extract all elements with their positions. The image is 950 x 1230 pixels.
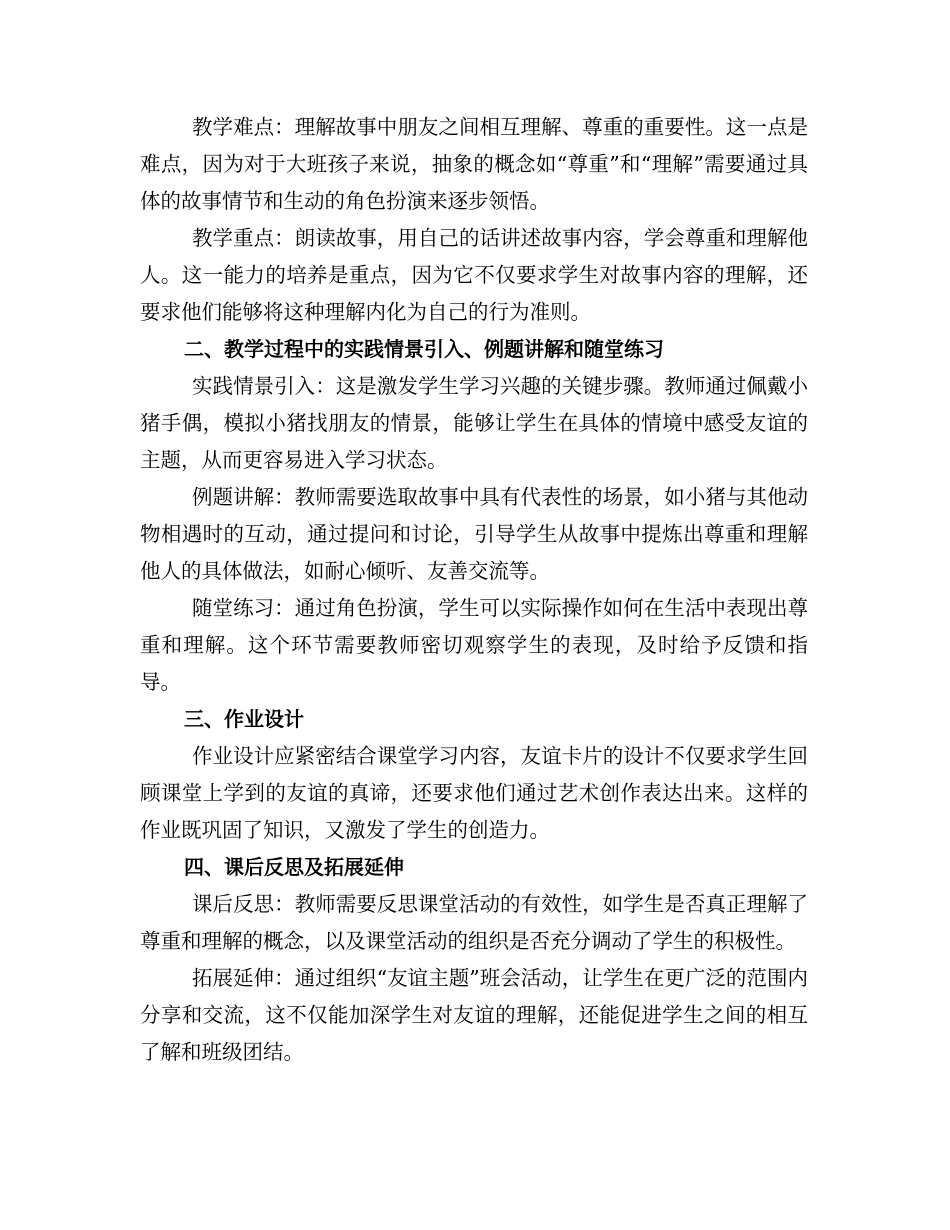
paragraph-teaching-difficulty: 教学难点：理解故事中朋友之间相互理解、尊重的重要性。这一点是难点，因为对于大班孩子来说，抽象的概念如“尊重”和“理解”需要通过具体的故事情节和生动的角色扮演来逐步领悟。 (140, 115, 808, 213)
paragraph-example-explanation: 例题讲解：教师需要选取故事中具有代表性的场景，如小猪与其他动物相遇时的互动，通过提问和讨论，引导学生从故事中提炼出尊重和理解他人的具体做法，如耐心倾听、友善交流等。 (140, 485, 808, 583)
paragraph-homework-design: 作业设计应紧密结合课堂学习内容，友谊卡片的设计不仅要求学生回顾课堂上学到的友谊的真谛，还要求他们通过艺术创作表达出来。这样的作业既巩固了知识，又激发了学生的创造力。 (140, 744, 808, 842)
paragraph-teaching-focus: 教学重点：朗读故事，用自己的话讲述故事内容，学会尊重和理解他人。这一能力的培养是重点，因为它不仅要求学生对故事内容的理解，还要求他们能够将这种理解内化为自己的行为准则。 (140, 226, 808, 324)
section-heading-homework-design: 三、作业设计 (184, 707, 304, 731)
section-heading-reflection-extension: 四、课后反思及拓展延伸 (184, 855, 404, 879)
document-body (140, 109, 808, 1071)
section-heading-teaching-process: 二、教学过程中的实践情景引入、例题讲解和随堂练习 (184, 337, 664, 361)
paragraph-scenario-introduction: 实践情景引入：这是激发学生学习兴趣的关键步骤。教师通过佩戴小猪手偶，模拟小猪找朋友的情景，能够让学生在具体的情境中感受友谊的主题，从而更容易进入学习状态。 (140, 374, 808, 472)
paragraph-extension: 拓展延伸：通过组织“友谊主题”班会活动，让学生在更广泛的范围内分享和交流，这不仅能加深学生对友谊的理解，还能促进学生之间的相互了解和班级团结。 (140, 966, 808, 1064)
paragraph-in-class-practice: 随堂练习：通过角色扮演，学生可以实际操作如何在生活中表现出尊重和理解。这个环节需要教师密切观察学生的表现，及时给予反馈和指导。 (140, 596, 808, 694)
paragraph-post-class-reflection: 课后反思：教师需要反思课堂活动的有效性，如学生是否真正理解了尊重和理解的概念，以及课堂活动的组织是否充分调动了学生的积极性。 (140, 892, 808, 953)
